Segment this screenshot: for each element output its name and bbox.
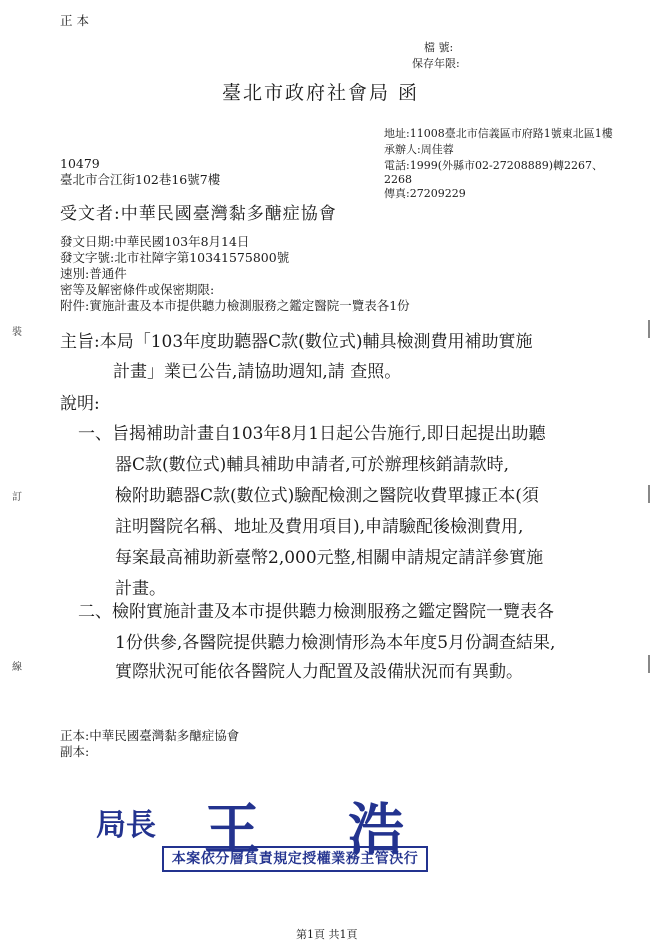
- signer-name-first: 王: [204, 797, 262, 863]
- sender-handler: 承辦人:周佳蓉: [384, 143, 454, 156]
- file-number-label: 檔 號:: [424, 41, 454, 54]
- document-number: 發文字號:北市社障字第10341575800號: [60, 250, 290, 265]
- signer-title: 局長: [96, 808, 156, 843]
- subject-line-2: 計畫」業已公告,請協助週知,請 查照。: [113, 362, 402, 382]
- explanation-label: 說明:: [60, 394, 100, 414]
- sender-fax: 傳真:27209229: [384, 187, 466, 200]
- binding-mark: 裝: [12, 327, 22, 338]
- document-title: 臺北市政府社會局 函: [222, 82, 420, 104]
- recipient-street: 臺北市合江街102巷16號7樓: [60, 172, 221, 187]
- original-recipient: 正本:中華民國臺灣黏多醣症協會: [60, 728, 240, 743]
- sender-phone-ext: 2268: [384, 173, 412, 186]
- delegation-stamp: 本案依分層負責規定授權業務主管決行: [162, 846, 428, 872]
- item-line: 計畫。: [115, 579, 166, 599]
- sender-phone: 電話:1999(外縣市02-27208889)轉2267、: [384, 159, 603, 172]
- secrecy-level: 密等及解密條件或保密期限:: [60, 282, 215, 297]
- binding-mark: 訂: [12, 492, 22, 503]
- addressee: 受文者:中華民國臺灣黏多醣症協會: [60, 204, 337, 224]
- sender-address: 地址:11008臺北市信義區市府路1號東北區1樓: [384, 127, 613, 140]
- item-line: 註明醫院名稱、地址及費用項目),申請驗配後檢測費用,: [115, 517, 524, 537]
- item-line: 實際狀況可能依各醫院人力配置及設備狀況而有異動。: [115, 662, 523, 682]
- signer-name-last: 浩: [348, 797, 406, 863]
- subject-line-1: 主旨:本局「103年度助聽器C款(數位式)輔具檢測費用補助實施: [60, 332, 533, 352]
- copy-mark: 正 本: [60, 13, 89, 28]
- item-line: 1份供參,各醫院提供聽力檢測情形為本年度5月份調查結果,: [115, 633, 556, 653]
- copy-recipient: 副本:: [60, 744, 90, 759]
- retention-period-label: 保存年限:: [412, 57, 460, 70]
- item-line: 每案最高補助新臺幣2,000元整,相關申請規定請詳參實施: [115, 548, 544, 568]
- delivery-speed: 速別:普通件: [60, 266, 127, 281]
- item-line: 檢附助聽器C款(數位式)驗配檢測之醫院收費單據正本(須: [115, 486, 539, 506]
- item-line: 一、旨揭補助計畫自103年8月1日起公告施行,即日起提出助聽: [78, 424, 546, 444]
- item-line: 二、檢附實施計畫及本市提供聽力檢測服務之鑑定醫院一覽表各: [78, 602, 554, 622]
- binding-mark: 線: [12, 662, 22, 673]
- recipient-postcode: 10479: [60, 156, 100, 171]
- item-line: 器C款(數位式)輔具補助申請者,可於辦理核銷請款時,: [115, 455, 510, 475]
- attachment: 附件:實施計畫及本市提供聽力檢測服務之鑑定醫院一覽表各1份: [60, 298, 410, 313]
- issue-date: 發文日期:中華民國103年8月14日: [60, 234, 250, 249]
- page-number: 第1頁 共1頁: [296, 928, 358, 941]
